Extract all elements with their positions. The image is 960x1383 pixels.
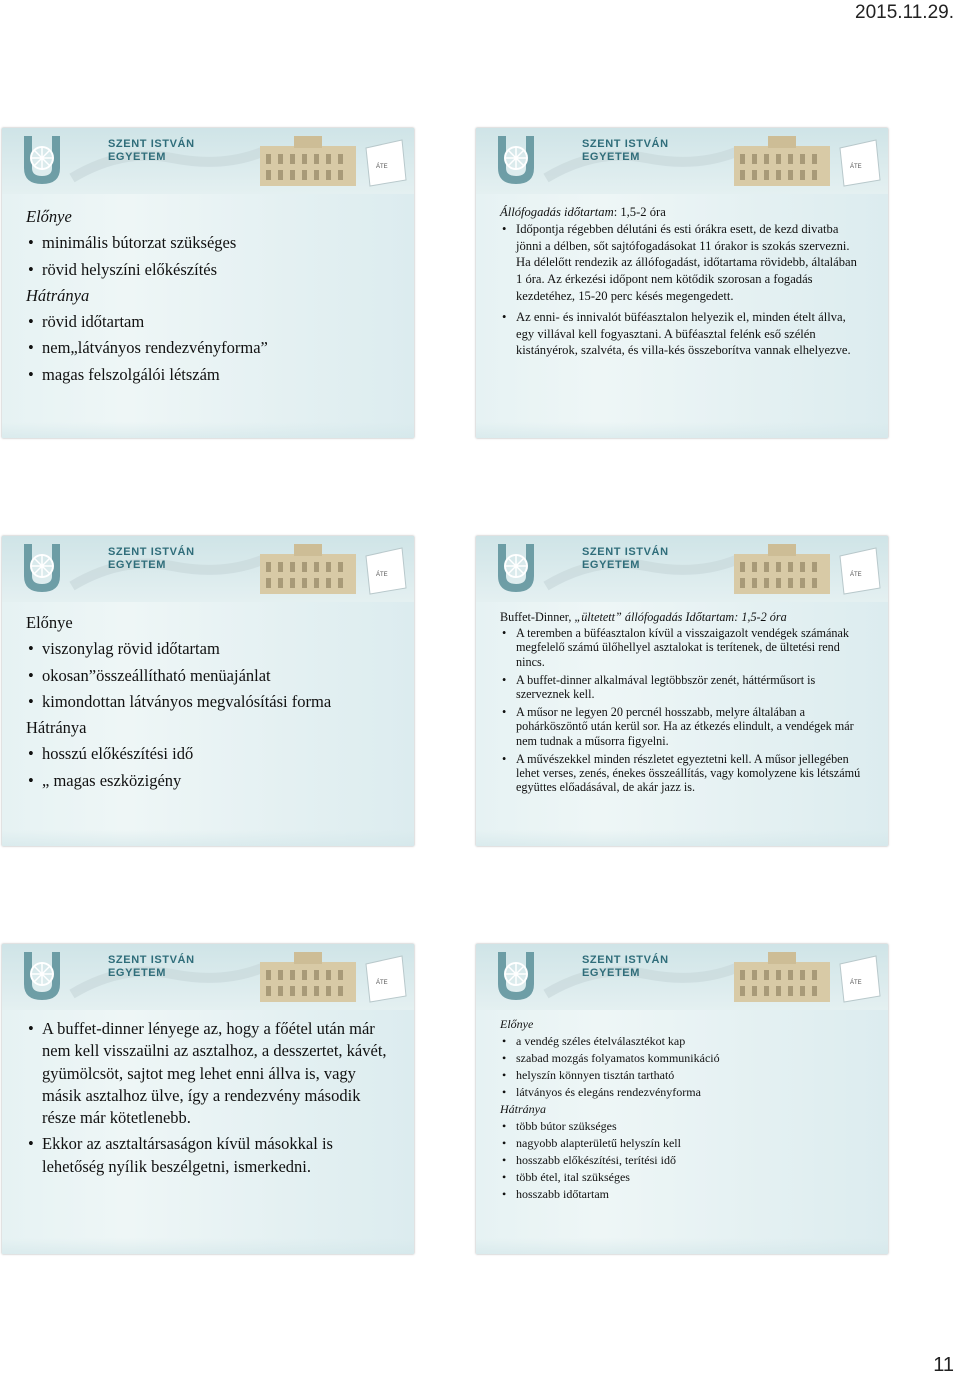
list-item: • a vendég széles ételválasztékot kap [500, 1033, 866, 1050]
list-item: • A buffet-dinner lényege az, hogy a főétel után már nem kell visszaülni az asztalhoz, a desszertet, kávét, gyümölcsöt, sajtot meg lehet enni állva is, vagy másik asztalhoz ülve, így a rendezvény második része már kötetlenebb. [26, 1018, 392, 1129]
university-banner [476, 536, 888, 602]
list-item: • nem„látványos rendezvényforma” [26, 335, 392, 361]
slide-3 [2, 536, 414, 846]
logo-title: SZENT ISTVÁN EGYETEM [582, 546, 669, 571]
banner-graphic [476, 944, 888, 1010]
pros-heading: Előnye [26, 613, 73, 632]
pros-heading: Előnye [26, 207, 72, 226]
list-item: • hosszabb időtartam [500, 1186, 866, 1203]
cons-heading: Hátránya [26, 285, 90, 305]
page-date: 2015.11.29. [855, 2, 954, 23]
list-item: • rövid időtartam [26, 309, 392, 335]
pros-heading: Előnye [500, 1017, 534, 1031]
slide-1-content [26, 204, 392, 388]
slide-1 [2, 128, 414, 438]
logo-title: SZENT ISTVÁN EGYETEM [582, 138, 669, 163]
list-item: • szabad mozgás folyamatos kommunikáció [500, 1050, 866, 1067]
list-item: • A művészekkel minden részletet egyeztetni kell. A műsor jellegében lehet verses, zenés, énekes összeállítás, vagy komolyzene kis létszámú együttes előadásával, de akár jazz is. [500, 752, 866, 795]
slide-5 [2, 944, 414, 1254]
list-item: • „ magas eszközigény [26, 768, 392, 794]
university-banner [2, 536, 414, 602]
list-item: • hosszabb előkészítési, terítési idő [500, 1152, 866, 1169]
list-item: • több bútor szükséges [500, 1118, 866, 1135]
ate-badge: ÁTE [376, 164, 388, 170]
banner-graphic [476, 536, 888, 602]
university-banner [476, 944, 888, 1010]
slide-6 [476, 944, 888, 1254]
slide-4-content [500, 610, 866, 794]
ate-badge: ÁTE [850, 980, 862, 986]
ate-badge: ÁTE [376, 572, 388, 578]
list-item: • Ekkor az asztaltársaságon kívül másokkal is lehetőség nyílik beszélgetni, ismerkedni. [26, 1133, 392, 1178]
ate-badge: ÁTE [376, 980, 388, 986]
banner-graphic [476, 128, 888, 194]
slide-5-content [26, 1018, 392, 1178]
ate-badge: ÁTE [850, 572, 862, 578]
university-banner [2, 128, 414, 194]
page-number: 11 [933, 1354, 954, 1376]
slide-6-content [500, 1016, 866, 1203]
list-item: • A buffet-dinner alkalmával legtöbbször zenét, háttérműsort is szerveznek kell. [500, 673, 866, 701]
banner-graphic [2, 944, 414, 1010]
list-item: • nagyobb alapterületű helyszín kell [500, 1135, 866, 1152]
list-item: • A műsor ne legyen 20 percnél hosszabb, melyre általában a pohárköszöntő után kerül sor. Ha az étkezés elindult, a vendégek már nem tudnak a műsorra figyelni. [500, 705, 866, 748]
slide-2-content [500, 204, 866, 359]
list-item: • Az enni- és innivalót büféasztalon helyezik el, minden ételt állva, egy villával kell fogyasztani. A büféasztal felénk eső szélén kistányérok, szalvéta, és villa-kés összeborítva vannak elhelyezve. [500, 309, 866, 359]
list-item: • helyszín könnyen tisztán tartható [500, 1067, 866, 1084]
logo-title: SZENT ISTVÁN EGYETEM [108, 954, 195, 979]
slide-4 [476, 536, 888, 846]
university-banner [476, 128, 888, 194]
list-item: • minimális bútorzat szükséges [26, 230, 392, 256]
logo-title: SZENT ISTVÁN EGYETEM [108, 546, 195, 571]
list-item: • okosan”összeállítható menüajánlat [26, 663, 392, 689]
list-item: • magas felszolgálói létszám [26, 362, 392, 388]
list-item: • rövid helyszíni előkészítés [26, 257, 392, 283]
cons-heading: Hátránya [26, 718, 87, 738]
slide-3-content [26, 610, 392, 794]
list-item: • hosszú előkészítési idő [26, 741, 392, 767]
slide-2-heading: Állófogadás időtartam: 1,5-2 óra [500, 205, 666, 219]
list-item: • kimondottan látványos megvalósítási forma [26, 689, 392, 715]
list-item: • Időpontja régebben délutáni és esti órákra esett, de kezd divatba jönni a délben, sőt sajtófogadásokat 11 órakor is szokás szervezni. Ha délelőtt rendezik az állófogadást, időtartama rövidebb, általában 1 óra. Az érkezési időpont nem kötődik szorosan a fogadás kezdetéhez, 15-20 perc késés megengedett. [500, 221, 866, 305]
list-item: • viszonylag rövid időtartam [26, 636, 392, 662]
list-item: • több étel, ital szükséges [500, 1169, 866, 1186]
list-item: • látványos és elegáns rendezvényforma [500, 1084, 866, 1101]
banner-graphic [2, 536, 414, 602]
slide-2 [476, 128, 888, 438]
banner-graphic [2, 128, 414, 194]
slide-4-heading: Buffet-Dinner, „ültetett” állófogadás Időtartam: 1,5-2 óra [500, 610, 787, 624]
cons-heading: Hátránya [500, 1102, 546, 1116]
university-banner [2, 944, 414, 1010]
logo-title: SZENT ISTVÁN EGYETEM [108, 138, 195, 163]
ate-badge: ÁTE [850, 164, 862, 170]
list-item: • A teremben a büféasztalon kívül a visszaigazolt vendégek számának megfelelő számú ülőhellyel asztalokat is terítenek, de ültetési rend nincs. [500, 626, 866, 669]
logo-title: SZENT ISTVÁN EGYETEM [582, 954, 669, 979]
